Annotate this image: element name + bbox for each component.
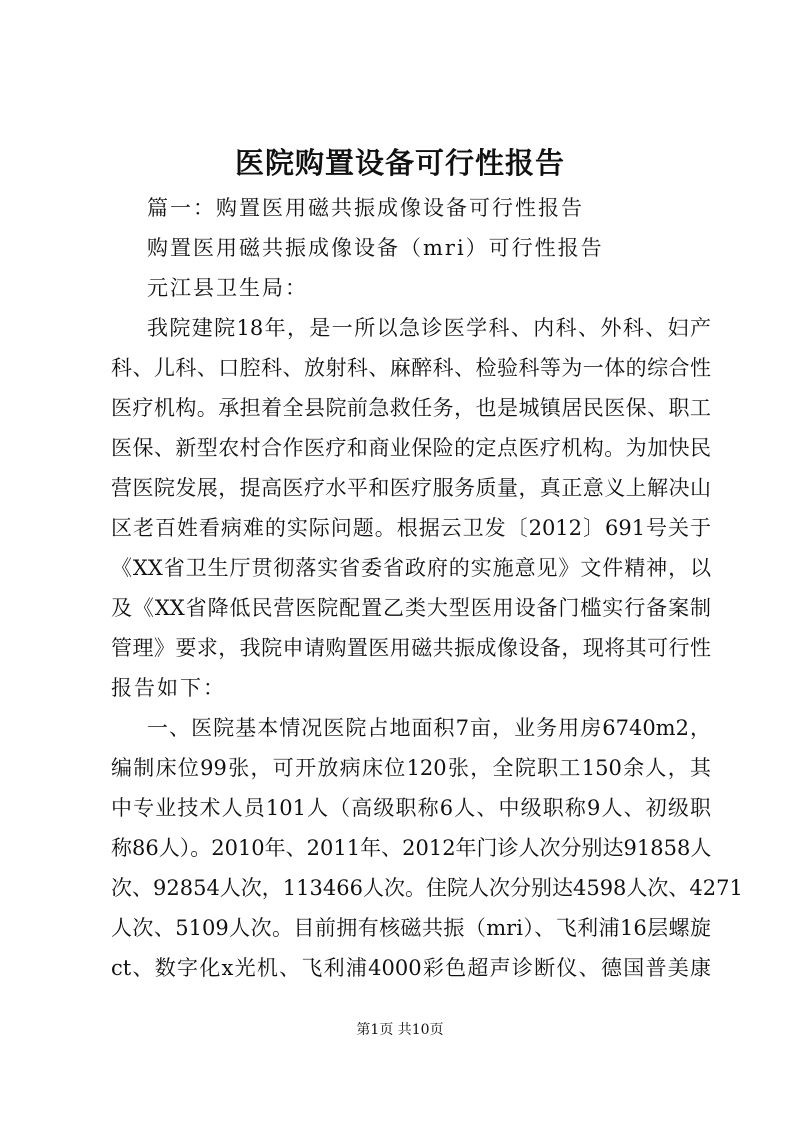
text-line: 及《XX省降低民营医院配置乙类大型医用设备门槛实行备案制: [111, 596, 711, 620]
text-line: 称86人）。2010年、2011年、2012年门诊人次分别达91858人: [111, 836, 712, 860]
text-line: 购置医用磁共振成像设备（mri）可行性报告: [147, 236, 604, 260]
text-line: 篇一：购置医用磁共振成像设备可行性报告: [147, 196, 584, 220]
text-line: 科、儿科、口腔科、放射科、麻醉科、检验科等为一体的综合性: [111, 356, 711, 380]
text-line: 人次、5109人次。目前拥有核磁共振（mri）、飞利浦16层螺旋: [111, 916, 711, 940]
text-line: 报告如下：: [111, 676, 226, 700]
text-line: 区老百姓看病难的实际问题。根据云卫发〔2012〕691号关于: [111, 516, 711, 540]
document-title: 医院购置设备可行性报告: [234, 146, 565, 180]
text-line: 医保、新型农村合作医疗和商业保险的定点医疗机构。为加快民: [111, 436, 711, 460]
text-line: 元江县卫生局：: [147, 276, 308, 300]
text-line: ct、数字化x光机、飞利浦4000彩色超声诊断仪、德国普美康: [111, 956, 711, 980]
text-line: 次、92854人次，113466人次。住院人次分别达4598人次、4271: [111, 876, 743, 900]
text-line: 一、医院基本情况医院占地面积7亩，业务用房6740m2，: [147, 716, 711, 740]
page-number: 第1页 共10页: [356, 1022, 444, 1038]
text-line: 营医院发展，提高医疗水平和医疗服务质量，真正意义上解决山: [111, 476, 711, 500]
text-line: 我院建院18年，是一所以急诊医学科、内科、外科、妇产: [147, 316, 711, 340]
text-line: 《XX省卫生厅贯彻落实省委省政府的实施意见》文件精神，以: [111, 556, 711, 580]
text-line: 管理》要求，我院申请购置医用磁共振成像设备，现将其可行性: [111, 636, 711, 660]
text-line: 医疗机构。承担着全县院前急救任务，也是城镇居民医保、职工: [111, 396, 711, 420]
text-line: 编制床位99张，可开放病床位120张，全院职工150余人，其: [111, 756, 711, 780]
text-line: 中专业技术人员101人（高级职称6人、中级职称9人、初级职: [111, 796, 711, 820]
